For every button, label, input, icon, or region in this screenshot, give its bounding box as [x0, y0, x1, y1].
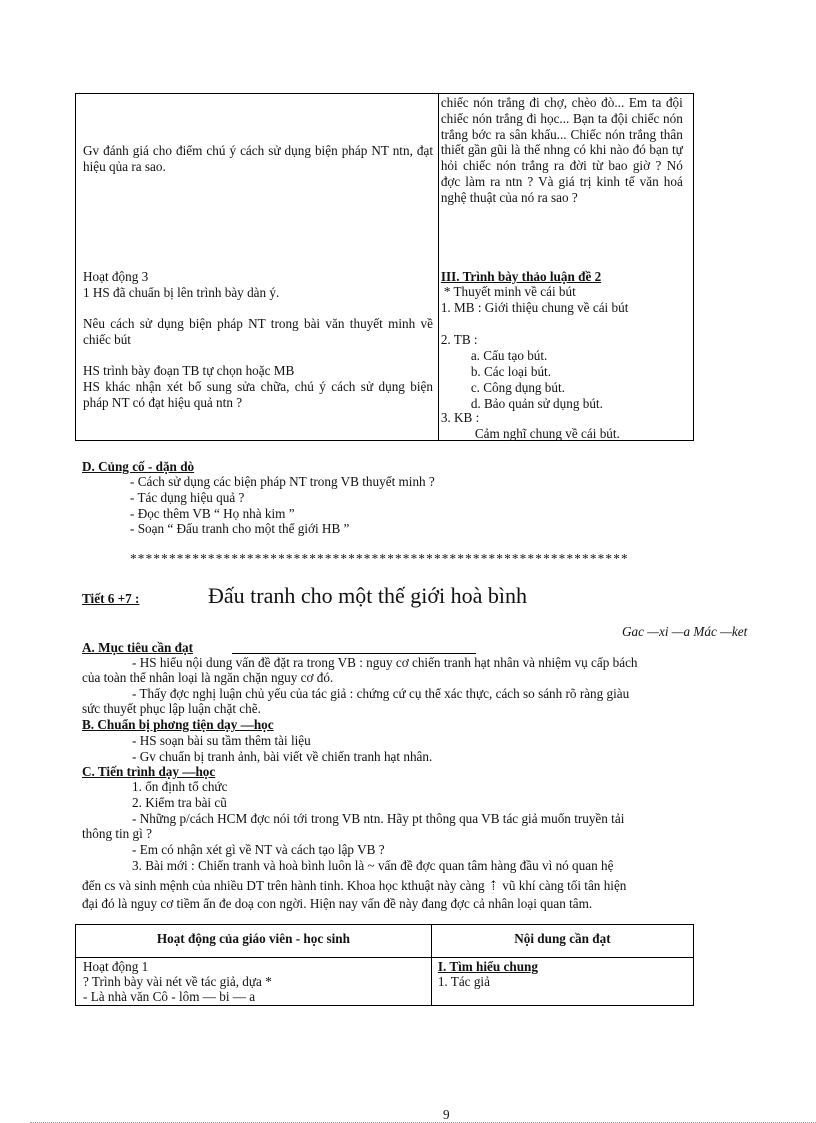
activity-1-question: ? Trình bày vài nét về tác giả, dựa *: [83, 974, 272, 989]
column-header-content-label: Nội dung cần đạt: [514, 931, 611, 946]
section-d-item: - Soạn “ Đấu tranh cho một thế giới HB ”: [130, 521, 350, 536]
section-b-item: - Gv chuẩn bị tranh ảnh, bài viết về chiến tranh hạt nhân.: [132, 749, 433, 764]
outline-tb-c: c. Công dụng bút.: [470, 380, 565, 395]
column-header-content: [431, 925, 693, 958]
lesson-title: Đấu tranh cho một thế giới hoà bình: [208, 583, 527, 608]
outline-tb-a: a. Cấu tạo bút.: [470, 348, 548, 363]
objective-2a: - Thấy đợc nghị luận chủ yếu của tác giả : chứng cứ cụ thể xác thực, cách so sánh rõ ràng giàu: [132, 686, 630, 701]
lesson-author: Gac —xi —a Mác —ket: [622, 624, 748, 639]
procedure-step-2: 2. Kiểm tra bài cũ: [132, 795, 227, 810]
section-d-item: - Tác dụng hiệu quả ?: [130, 490, 245, 505]
column-header-teacher: [76, 925, 432, 958]
discussion-heading: III. Trình bày thảo luận đề 2: [440, 269, 602, 284]
outline-kb-text: Cảm nghĩ chung về cái bút.: [474, 426, 620, 441]
activity-table-bottom: [75, 924, 694, 1006]
star-divider: ****************************************************************: [130, 551, 629, 566]
review-question-1a: - Những p/cách HCM đợc nói tới trong VB ntn. Hãy pt thông qua VB tác giả muốn truyền tải: [132, 811, 625, 826]
section-a-rule: [232, 653, 476, 654]
section-d-item: - Cách sử dụng các biện pháp NT trong VB thuyết minh ?: [130, 474, 435, 489]
section-d-item: - Đọc thêm VB “ Họ nhà kim ”: [130, 506, 295, 521]
outline-tb-b: b. Các loại bút.: [470, 364, 552, 379]
activity-3-title: Hoạt động 3: [83, 269, 149, 284]
content-1-cell: [431, 958, 693, 1006]
page-number: 9: [443, 1107, 450, 1122]
section-c-heading: C. Tiến trình dạy —học: [82, 764, 216, 779]
outline-kb: 3. KB :: [440, 410, 480, 425]
outline-tb-d: d. Bảo quản sử dụng bút.: [470, 396, 603, 411]
section-b-heading: B. Chuẩn bị phơng tiện dạy —học: [82, 717, 274, 732]
content-1-heading: I. Tìm hiểu chung: [437, 959, 538, 974]
review-question-1b: thông tin gì ?: [82, 826, 152, 841]
activity-1-cell: [76, 958, 432, 1006]
objective-2b: sức thuyết phục lập luận chặt chẽ.: [82, 701, 261, 716]
new-lesson-intro-a: 3. Bài mới : Chiến tranh và hoà bình luôn là ~ vấn đề đợc quan tâm hàng đầu vì nó quan hệ: [132, 858, 614, 873]
outline-tb: 2. TB :: [440, 332, 478, 347]
section-d-heading: D. Củng cố - dặn dò: [82, 459, 195, 474]
pen-topic: * Thuyết minh về cái bút: [443, 284, 576, 299]
activity-3-line: 1 HS đã chuẩn bị lên trình bày dàn ý.: [83, 285, 280, 300]
activity-3-presentation: HS trình bày đoạn TB tự chọn hoặc MB: [83, 363, 295, 378]
objective-1a: - HS hiểu nội dung vấn đề đặt ra trong VB : nguy cơ chiến tranh hạt nhân và nhiệm vụ cấp bách: [132, 655, 638, 670]
activity-1-answer: - Là nhà văn Cô - lôm — bi — a: [83, 989, 256, 1004]
activity-table-top: [75, 93, 694, 441]
activity-1-title: Hoạt động 1: [83, 959, 149, 974]
content-cell: [438, 94, 693, 441]
outline-mb: 1. MB : Giới thiệu chung về cái bút: [440, 300, 629, 315]
procedure-step-1: 1. ổn định tổ chức: [132, 779, 228, 794]
activity-3-question: Nêu cách sử dụng biện pháp NT trong bài văn thuyết minh về chiếc bút: [83, 316, 433, 347]
teacher-activity-cell: [76, 94, 439, 441]
section-a-heading: A. Mục tiêu cần đạt: [82, 640, 193, 655]
teacher-evaluation-text: Gv đánh giá cho điểm chú ý cách sử dụng biện pháp NT ntn, đạt hiệu qủa ra sao.: [83, 143, 433, 174]
activity-3-feedback: HS khác nhận xét bổ sung sửa chữa, chú ý cách sử dụng biện pháp NT có đạt hiệu quả ntn ?: [83, 379, 433, 410]
column-header-teacher-label: Hoạt động của giáo viên - học sinh: [156, 931, 350, 946]
review-question-2: - Em có nhận xét gì về NT và cách tạo lập VB ?: [132, 842, 385, 857]
content-1-item: 1. Tác giả: [437, 974, 490, 989]
section-b-item: - HS soạn bài su tầm thêm tài liệu: [132, 733, 311, 748]
hat-description-text: chiếc nón trắng đi chợ, chèo đò... Em ta đội chiếc nón trắng đi học... Bạn ta đội chiếc nón trắng bớc ra sân khấu... Chiếc nón trắng thân thiết gần gũi là thế nhng có khi nào đó bạn tự hỏi chiếc nón trắng ra đời từ bao giờ ? Nó đợc làm ra ntn ? Và giá trị kinh tế văn hoá nghệ thuật của nó ra sao ?: [440, 95, 683, 205]
objective-1b: của toàn thể nhân loại là ngăn chặn nguy cơ đó.: [82, 670, 334, 685]
new-lesson-intro-c: đại đó là nguy cơ tiềm ẩn đe doạ con ngời. Hiện nay vấn đề này đang đợc cả nhân loại quan tâm.: [82, 896, 593, 911]
new-lesson-intro-b: đến cs và sinh mệnh của nhiều DT trên hành tinh. Khoa học kthuật này càng ⇡ vũ khí càng tối tân hiện: [82, 878, 627, 893]
lesson-label: Tiết 6 +7 :: [82, 591, 140, 606]
